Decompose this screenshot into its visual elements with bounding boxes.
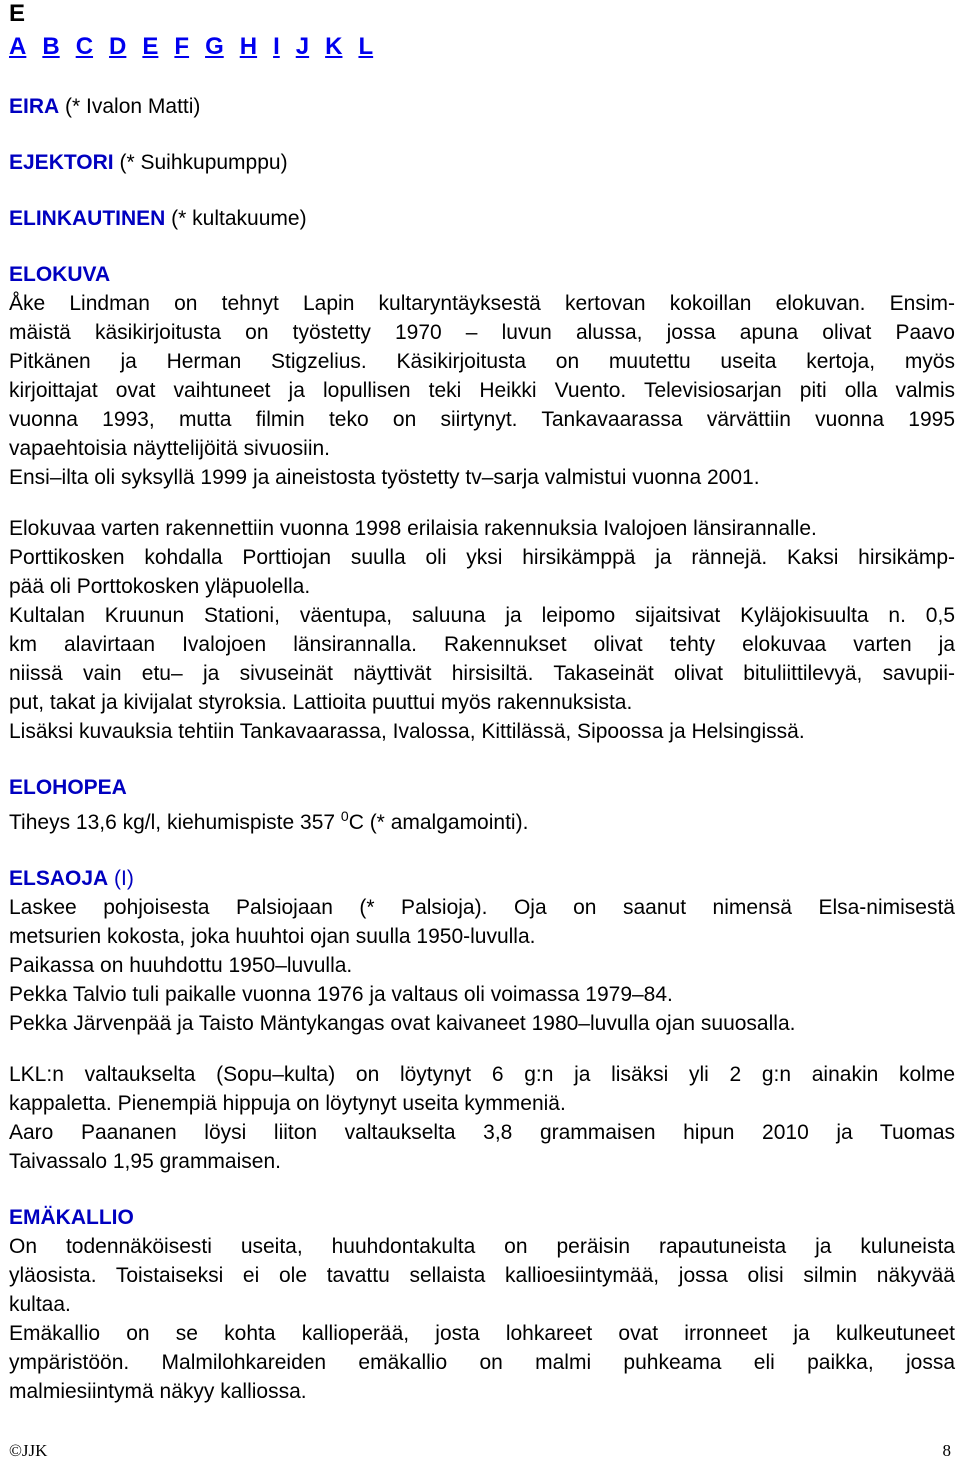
body-line: vapaehtoisia näyttelijöitä sivuosiin. — [9, 437, 331, 460]
body-line: Laskee pohjoisesta Palsiojaan (* Palsioja). Oja on saanut nimensä Elsa-nimisestä — [9, 896, 955, 919]
body-line: put, takat ja kivijalat styroksia. Lattioita puuttui myös rakennuksista. — [9, 691, 633, 714]
body-line: Aaro Paananen löysi liiton valtaukselta 3,8 grammaisen hipun 2010 ja Tuomas — [9, 1121, 955, 1144]
body-line: Paikassa on huuhdottu 1950–luvulla. — [9, 954, 353, 977]
entry-emakallio — [9, 1203, 955, 1406]
body-line — [9, 802, 955, 837]
alphabet-link-d[interactable]: D — [109, 33, 127, 60]
page-letter-heading: E — [9, 0, 26, 27]
body-line: Kultalan Kruunun Stationi, väentupa, saluuna ja leipomo sijaitsivat Kyläjokisuulta n. 0,5 — [9, 604, 955, 627]
body-line: Taivassalo 1,95 grammaisen. — [9, 1150, 281, 1173]
elsaoja-paragraph-2 — [9, 1060, 955, 1176]
alphabet-link-k[interactable]: K — [325, 33, 343, 60]
body-line: mäistä käsikirjoitusta on työstetty 1970 – luvun alussa, jossa apuna olivat Paavo — [9, 321, 955, 344]
body-line: kultaa. — [9, 1293, 71, 1316]
entry-reference: (* Ivalon Matti) — [59, 95, 201, 118]
alphabet-link-i[interactable]: I — [273, 33, 280, 60]
body-line: On todennäköisesti useita, huuhdontakulta on peräisin rapautuneista ja kuluneista — [9, 1235, 955, 1258]
body-line: km alavirtaan Ivalojoen länsirannalla. Rakennukset olivat tehty elokuvaa varten ja — [9, 633, 955, 656]
entry-term: EJEKTORI — [9, 151, 114, 174]
alphabet-link-a[interactable]: A — [9, 33, 27, 60]
body-line: Lisäksi kuvauksia tehtiin Tankavaarassa, Ivalossa, Kittilässä, Sipoossa ja Helsingissä. — [9, 720, 805, 743]
body-line: Emäkallio on se kohta kallioperää, josta lohkareet ovat irronneet ja kulkeutuneet — [9, 1322, 955, 1345]
body-line: metsurien kokosta, joka huuhtoi ojan suulla 1950-luvulla. — [9, 925, 536, 948]
body-line: Pekka Järvenpää ja Taisto Mäntykangas ovat kaivaneet 1980–luvulla ojan suuosalla. — [9, 1012, 796, 1035]
body-line: kirjoittajat ovat vaihtuneet ja lopullisen teki Heikki Vuento. Televisiosarjan piti olla valmis — [9, 379, 955, 402]
body-line: pää oli Porttokosken yläpuolella. — [9, 575, 311, 598]
alphabet-link-l[interactable]: L — [358, 33, 374, 60]
body-line: vuonna 1993, mutta filmin teko on siirtynyt. Tankavaarassa värvättiin vuonna 1995 — [9, 408, 955, 431]
elohopea-text-before: Tiheys 13,6 kg/l, kiehumispiste 357 — [9, 811, 341, 834]
footer-page-number: 8 — [942, 1441, 951, 1460]
entry-elokuva — [9, 260, 955, 746]
entry-reference: (* Suihkupumppu) — [113, 151, 288, 174]
alphabet-link-g[interactable]: G — [205, 33, 224, 60]
entry-term: ELOKUVA — [9, 263, 111, 286]
body-line: niissä vain etu– ja sivuseinät näyttivät hirsisiltä. Takaseinät olivat bituliittilevyä, savupii- — [9, 662, 955, 685]
entry-term: EIRA — [9, 95, 60, 118]
entry-reference: (* kultakuume) — [165, 207, 307, 230]
body-line: malmiesiintymä näkyy kalliossa. — [9, 1380, 307, 1403]
body-line: Åke Lindman on tehnyt Lapin kultaryntäyksestä kertovan kokoillan elokuvan. Ensim- — [9, 292, 955, 315]
degree-superscript: 0 — [340, 808, 349, 824]
body-line: ympäristöön. Malmilohkareiden emäkallio on malmi puhkeama eli paikka, jossa — [9, 1351, 955, 1374]
entry-term: EMÄKALLIO — [9, 1206, 134, 1229]
body-line: Ensi–ilta oli syksyllä 1999 ja aineistosta työstetty tv–sarja valmistui vuonna 2001. — [9, 466, 760, 489]
entry-suffix: (I) — [108, 867, 134, 890]
body-line: Pekka Talvio tuli paikalle vuonna 1976 ja valtaus oli voimassa 1979–84. — [9, 983, 673, 1006]
elohopea-text-after: C (* amalgamointi). — [348, 811, 529, 834]
alphabet-link-c[interactable]: C — [75, 33, 94, 60]
alphabet-link-h[interactable]: H — [239, 33, 258, 60]
entry-term: ELOHOPEA — [9, 776, 127, 799]
body-line: kappaletta. Pienempiä hippuja on löytynyt useita kymmeniä. — [9, 1092, 566, 1115]
entry-term: ELINKAUTINEN — [9, 207, 166, 230]
body-line: Pitkänen ja Herman Stigzelius. Käsikirjoitusta on muutettu useita kertoja, myös — [9, 350, 955, 373]
alphabet-link-b[interactable]: B — [42, 33, 60, 60]
body-line: Elokuvaa varten rakennettiin vuonna 1998 erilaisia rakennuksia Ivalojoen länsirannalle. — [9, 517, 817, 540]
entry-ejektori — [9, 148, 955, 177]
footer-copyright: ©JJK — [9, 1441, 48, 1460]
elokuva-paragraph-2 — [9, 514, 955, 746]
alphabet-link-f[interactable]: F — [174, 33, 190, 60]
alphabet-index-nav — [9, 32, 389, 62]
alphabet-link-j[interactable]: J — [295, 33, 310, 60]
entry-elinkautinen — [9, 204, 955, 233]
entry-elsaoja — [9, 864, 955, 1176]
body-line: yläosista. Toistaiseksi ei ole tavattu sellaista kallioesiintymää, jossa olisi silmin näkyvää — [9, 1264, 955, 1287]
body-line: Porttikosken kohdalla Porttiojan suulla oli yksi hirsikämppä ja rännejä. Kaksi hirsikämp- — [9, 546, 955, 569]
glossary-content — [9, 92, 955, 1406]
alphabet-link-e[interactable]: E — [142, 33, 159, 60]
entry-heading-line — [9, 864, 955, 893]
entry-eira — [9, 92, 955, 121]
body-line: LKL:n valtaukselta (Sopu–kulta) on löytynyt 6 g:n ja lisäksi yli 2 g:n ainakin kolme — [9, 1063, 955, 1086]
entry-term: ELSAOJA — [9, 867, 109, 890]
entry-elohopea — [9, 773, 955, 837]
